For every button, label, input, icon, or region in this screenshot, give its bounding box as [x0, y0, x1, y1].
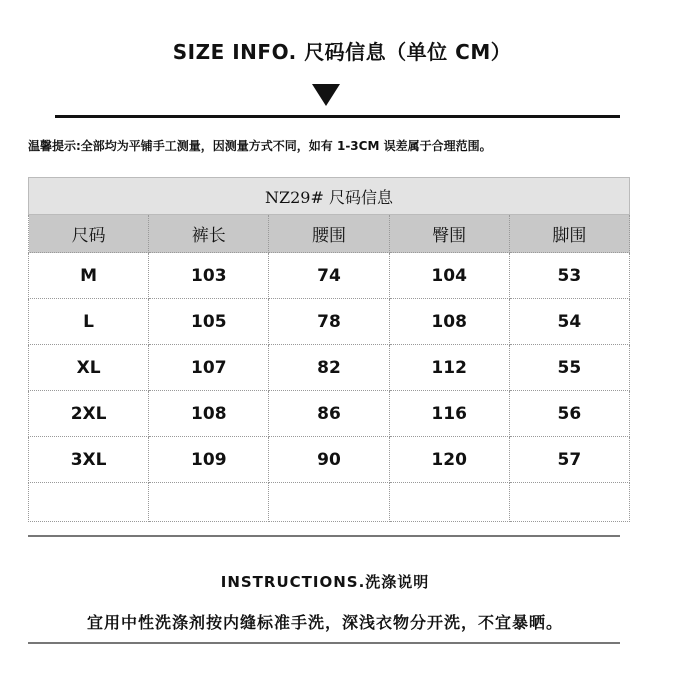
table-cell: 82 — [269, 345, 389, 391]
table-cell: 2XL — [29, 391, 149, 437]
table-cell-empty — [269, 483, 389, 522]
table-cell: 120 — [389, 437, 509, 483]
down-arrow-icon — [312, 84, 340, 106]
column-header-waist: 腰围 — [269, 215, 389, 253]
table-row — [29, 437, 630, 483]
divider-bottom — [28, 642, 620, 644]
table-cell: 112 — [389, 345, 509, 391]
table-row-empty — [29, 483, 630, 522]
table-row — [29, 299, 630, 345]
table-cell: 78 — [269, 299, 389, 345]
table-cell: 74 — [269, 253, 389, 299]
table-cell: 53 — [509, 253, 629, 299]
instructions-title: INSTRUCTIONS.洗涤说明 — [220, 573, 430, 591]
table-caption: NZ29# 尺码信息 — [29, 178, 630, 215]
table-cell: 109 — [149, 437, 269, 483]
table-cell-empty — [389, 483, 509, 522]
divider-middle — [28, 535, 620, 537]
table-cell: 90 — [269, 437, 389, 483]
table-cell: 107 — [149, 345, 269, 391]
measurement-note: 温馨提示:全部均为平铺手工测量，因测量方式不同，如有 1-3CM 误差属于合理范围。 — [28, 139, 492, 153]
table-cell: XL — [29, 345, 149, 391]
table-cell: 55 — [509, 345, 629, 391]
table-cell: 56 — [509, 391, 629, 437]
column-header-length: 裤长 — [149, 215, 269, 253]
table-cell: L — [29, 299, 149, 345]
column-header-hip: 臀围 — [389, 215, 509, 253]
table-cell-empty — [509, 483, 629, 522]
table-cell: 108 — [149, 391, 269, 437]
table-cell: 116 — [389, 391, 509, 437]
table-cell-empty — [29, 483, 149, 522]
table-caption-row — [29, 178, 630, 215]
table-cell: M — [29, 253, 149, 299]
table-row — [29, 345, 630, 391]
table-cell: 103 — [149, 253, 269, 299]
column-header-leg-opening: 脚围 — [509, 215, 629, 253]
table-cell: 57 — [509, 437, 629, 483]
page-title: SIZE INFO. 尺码信息（单位 CM） — [172, 40, 512, 64]
table-row — [29, 253, 630, 299]
table-cell: 86 — [269, 391, 389, 437]
table-cell: 3XL — [29, 437, 149, 483]
table-cell-empty — [149, 483, 269, 522]
table-cell: 105 — [149, 299, 269, 345]
size-table — [28, 177, 630, 522]
divider-top — [55, 115, 620, 118]
table-cell: 108 — [389, 299, 509, 345]
table-cell: 104 — [389, 253, 509, 299]
table-cell: 54 — [509, 299, 629, 345]
column-header-size: 尺码 — [29, 215, 149, 253]
table-header-row — [29, 215, 630, 253]
instructions-text: 宜用中性洗涤剂按内缝标准手洗，深浅衣物分开洗，不宜暴晒。 — [86, 613, 563, 632]
table-row — [29, 391, 630, 437]
